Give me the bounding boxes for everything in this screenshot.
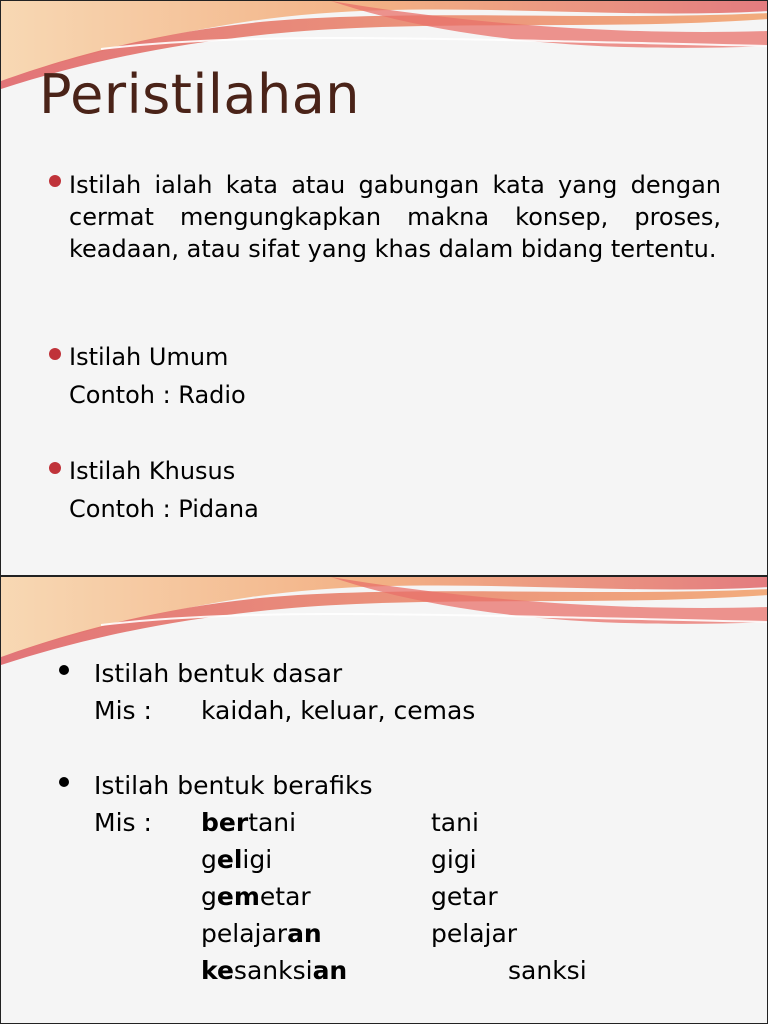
affixed-word: bertani	[201, 808, 297, 837]
bullet-bentuk-berafiks: Istilah bentuk berafiks	[94, 771, 373, 800]
affixed-word: pelajaran	[201, 919, 322, 948]
bullet-icon	[59, 777, 69, 787]
bullet-icon	[59, 665, 69, 675]
base-word: pelajar	[431, 919, 518, 948]
slide-title: Peristilahan	[39, 63, 361, 126]
bullet-istilah-umum: Istilah Umum	[69, 343, 229, 371]
affixed-word: geligi	[201, 845, 273, 874]
mis-label: Mis :	[94, 808, 152, 837]
bullet-icon	[49, 348, 61, 360]
base-word: gigi	[431, 845, 477, 874]
mis-label: Mis :	[94, 696, 152, 725]
affixed-word: kesanksian	[201, 956, 348, 985]
bullet-bentuk-dasar: Istilah bentuk dasar	[94, 659, 343, 688]
base-word: tani	[431, 808, 479, 837]
base-word: getar	[431, 882, 498, 911]
definition-text: Istilah ialah kata atau gabungan kata yang dengan cermat mengungkapkan makna konsep, proses, keadaan, atau sifat yang khas dalam bidang tertentu.	[69, 171, 721, 263]
bullet-icon	[49, 175, 61, 187]
bullet-icon	[49, 462, 61, 474]
example-istilah-khusus: Contoh : Pidana	[69, 495, 259, 523]
examples-bentuk-dasar: kaidah, keluar, cemas	[201, 696, 476, 725]
bullet-istilah-khusus: Istilah Khusus	[69, 457, 236, 485]
slide-2	[0, 576, 768, 1024]
affixed-word: gemetar	[201, 882, 311, 911]
base-word: sanksi	[508, 956, 587, 985]
example-istilah-umum: Contoh : Radio	[69, 381, 246, 409]
